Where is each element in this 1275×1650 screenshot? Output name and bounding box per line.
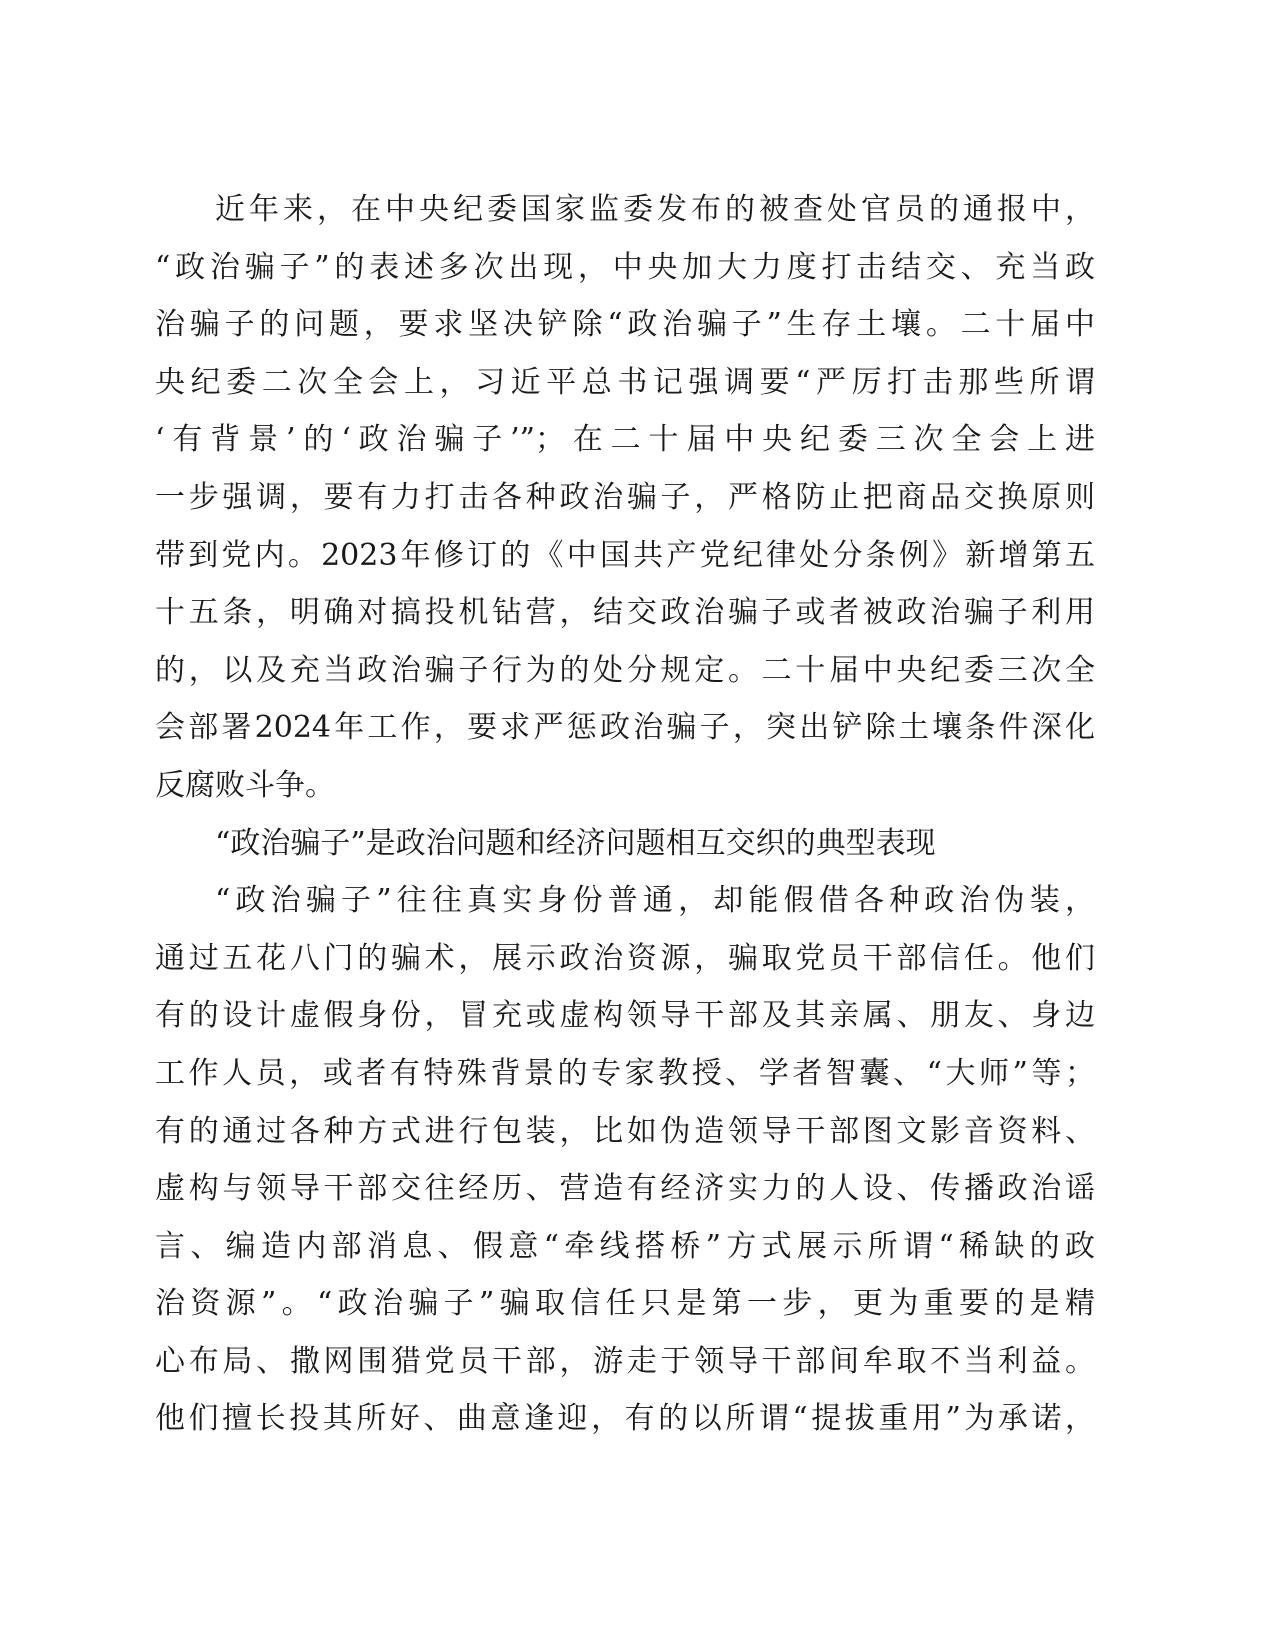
text-line: 会部署2024年工作，要求严惩政治骗子，突出铲除土壤条件深化 — [155, 710, 1095, 746]
text-line: 近年来，在中央纪委国家监委发布的被查处官员的通报中， — [215, 192, 1095, 227]
paragraph-body — [155, 872, 1095, 1448]
text-line: 十五条，明确对搞投机钻营，结交政治骗子或者被政治骗子利用 — [155, 595, 1095, 631]
section-heading — [155, 815, 1095, 873]
text-line: 央纪委二次全会上，习近平总书记强调要“严厉打击那些所谓 — [155, 364, 1095, 400]
text-line: 有的设计虚假身份，冒充或虚构领导干部及其亲属、朋友、身边 — [155, 998, 1095, 1034]
text-line: 反腐败斗争。 — [155, 767, 335, 803]
text-line: 言、编造内部消息、假意“牵线搭桥”方式展示所谓“稀缺的政 — [155, 1228, 1095, 1264]
text-line: 工作人员，或者有特殊背景的专家教授、学者智囊、“大师”等； — [155, 1055, 1095, 1091]
text-line: 带到党内。2023年修订的《中国共产党纪律处分条例》新增第五 — [155, 537, 1095, 573]
text-line: ‘有背景’的‘政治骗子’”；在二十届中央纪委三次全会上进 — [155, 422, 1095, 458]
text-line: 的，以及充当政治骗子行为的处分规定。二十届中央纪委三次全 — [155, 652, 1095, 688]
body-text — [155, 181, 1095, 1448]
text-line: 通过五花八门的骗术，展示政治资源，骗取党员干部信任。他们 — [155, 940, 1095, 976]
text-line: “政治骗子”的表述多次出现，中央加大力度打击结交、充当政 — [155, 249, 1095, 285]
text-line: 他们擅长投其所好、曲意逢迎，有的以所谓“提拔重用”为承诺， — [155, 1401, 1095, 1437]
text-line: “政治骗子”往往真实身份普通，却能假借各种政治伪装， — [215, 883, 1095, 919]
text-line: 虚构与领导干部交往经历、营造有经济实力的人设、传播政治谣 — [155, 1171, 1095, 1207]
text-line: 治骗子的问题，要求坚决铲除“政治骗子”生存土壤。二十届中 — [155, 307, 1095, 343]
text-line: 心布局、撒网围猎党员干部，游走于领导干部间牟取不当利益。 — [155, 1343, 1095, 1379]
paragraph-intro — [155, 181, 1095, 815]
heading-line: “政治骗子”是政治问题和经济问题相互交织的典型表现 — [215, 825, 936, 861]
text-line: 有的通过各种方式进行包装，比如伪造领导干部图文影音资料、 — [155, 1113, 1095, 1149]
text-line: 治资源”。“政治骗子”骗取信任只是第一步，更为重要的是精 — [155, 1286, 1095, 1322]
text-line: 一步强调，要有力打击各种政治骗子，严格防止把商品交换原则 — [155, 479, 1095, 515]
